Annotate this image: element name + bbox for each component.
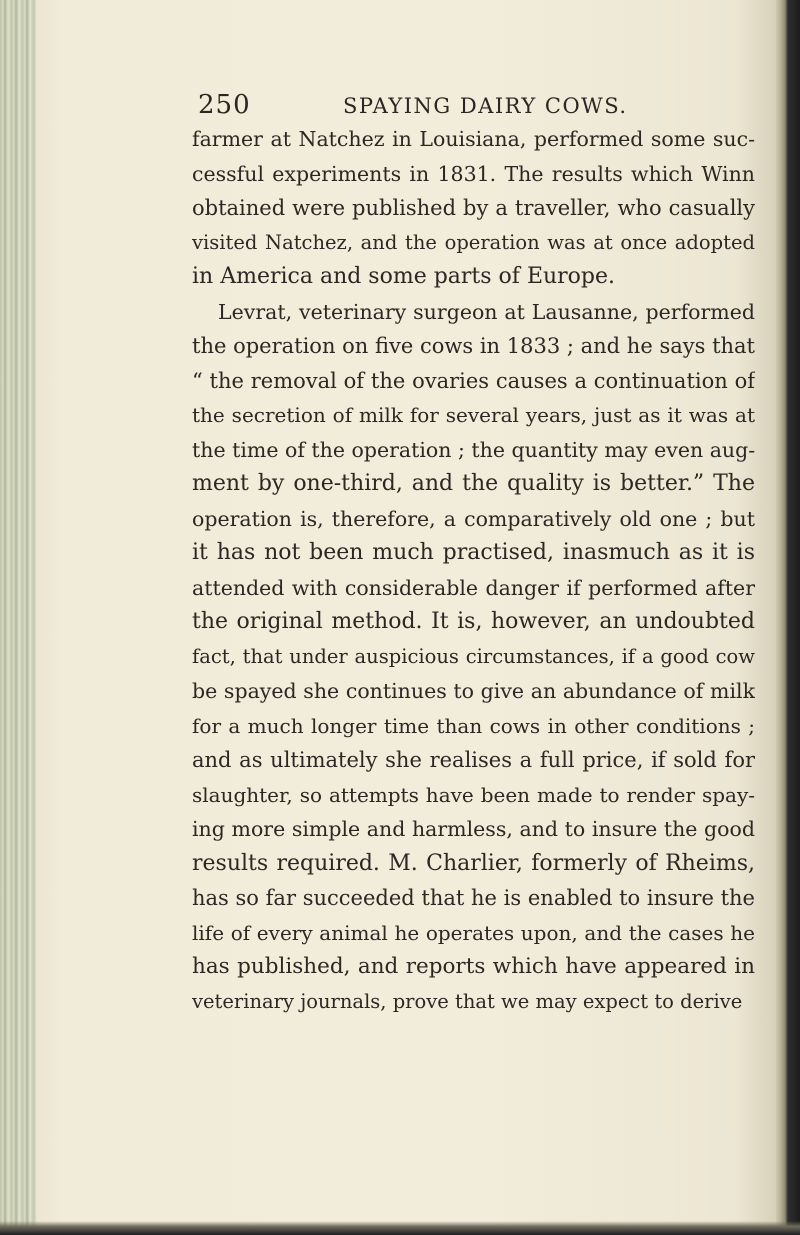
text-line: farmer at Natchez in Louisiana, performed some suc- xyxy=(192,127,755,151)
text-line: be spayed she continues to give an abundance of milk xyxy=(192,679,755,703)
text-line: operation is, therefore, a comparatively old one ; but xyxy=(192,506,755,531)
text-line: has published, and reports which have appeared in xyxy=(192,954,755,979)
left-binding-edge xyxy=(0,0,36,1235)
text-line: Levrat, veterinary surgeon at Lausanne, performed xyxy=(218,299,755,324)
text-line: results required. M. Charlier, formerly of Rheims, xyxy=(192,850,755,876)
text-line: the original method. It is, however, an undoubted xyxy=(192,609,755,634)
text-line: attended with considerable danger if performed after xyxy=(192,575,755,600)
body-text xyxy=(192,122,755,1019)
text-line: fact, that under auspicious circumstances, if a good cow xyxy=(192,644,755,668)
right-page-edge xyxy=(776,0,800,1235)
running-head: SPAYING DAIRY COWS. xyxy=(343,94,628,118)
text-line: obtained were published by a traveller, who casually xyxy=(192,196,755,220)
text-line: ing more simple and harmless, and to insure the good xyxy=(192,817,755,841)
text-line: the secretion of milk for several years, just as it was at xyxy=(192,403,755,427)
text-line: the time of the operation ; the quantity may even aug- xyxy=(192,437,755,462)
text-line: and as ultimately she realises a full price, if sold for xyxy=(192,748,755,772)
text-line: ment by one-third, and the quality is better.” The xyxy=(192,471,755,496)
text-line: it has not been much practised, inasmuch as it is xyxy=(192,540,755,565)
text-line: visited Natchez, and the operation was at once adopted xyxy=(192,230,755,254)
text-line: cessful experiments in 1831. The results which Winn xyxy=(192,161,755,186)
text-line: slaughter, so attempts have been made to render spay- xyxy=(192,782,755,807)
text-line: in America and some parts of Europe. xyxy=(192,264,616,289)
page-number: 250 xyxy=(198,90,251,120)
text-line: the operation on five cows in 1833 ; and he says that xyxy=(192,334,755,358)
text-line: has so far succeeded that he is enabled to insure the xyxy=(192,886,755,910)
text-line: veterinary journals, prove that we may expect to derive xyxy=(192,989,743,1013)
text-line: for a much longer time than cows in other conditions ; xyxy=(192,713,755,738)
bottom-page-edge xyxy=(0,1221,800,1235)
text-line: “ the removal of the ovaries causes a continuation of xyxy=(192,368,755,393)
text-line: life of every animal he operates upon, and the cases he xyxy=(192,920,755,945)
